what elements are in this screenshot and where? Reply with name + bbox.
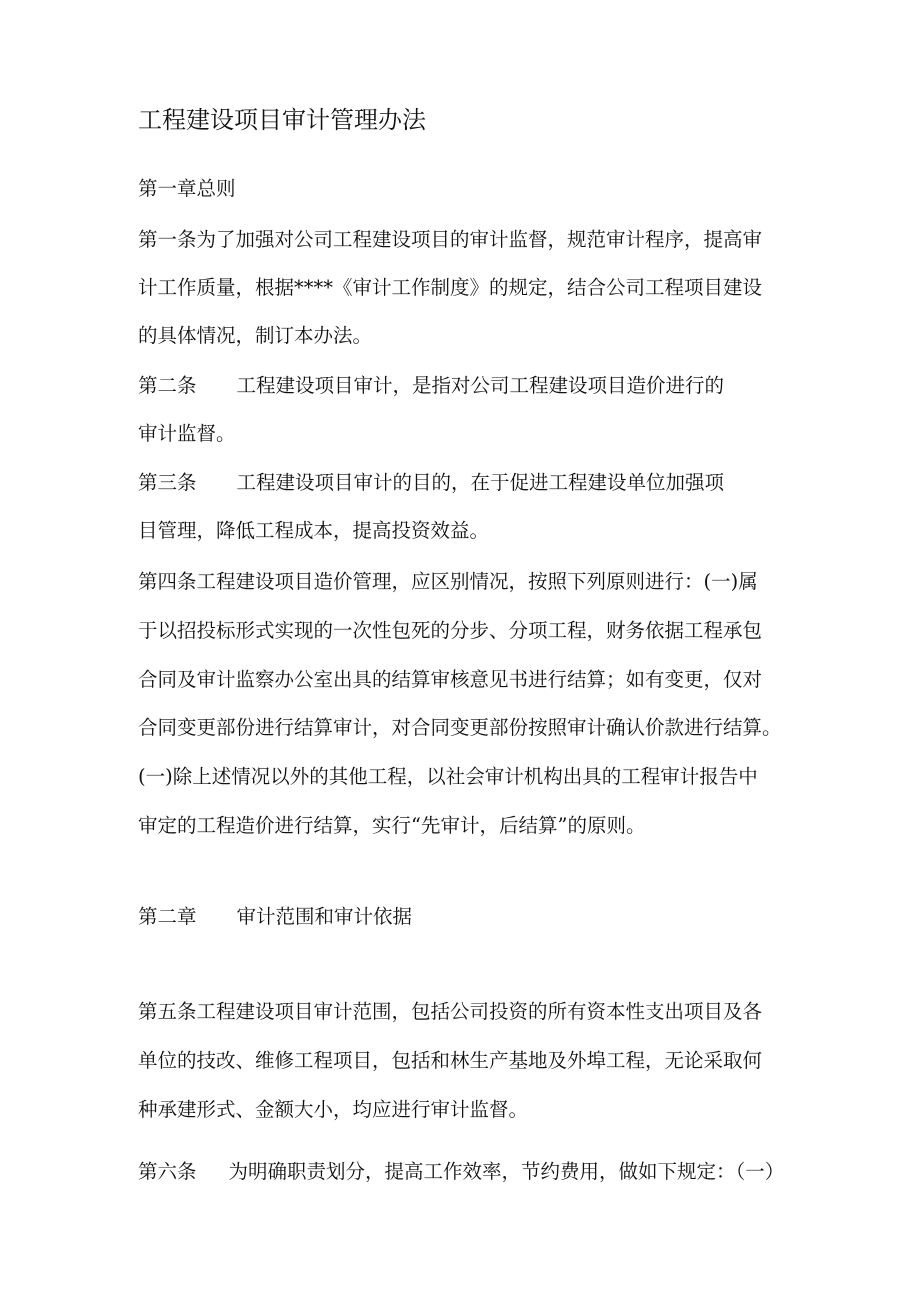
- article-2-label: 第二条: [138, 374, 197, 397]
- article-4-line: 第四条工程建设项目造价管理，应区别情况，按照下列原则进行：(一)属: [138, 570, 758, 593]
- chapter-1-heading: 第一章总则: [138, 177, 236, 200]
- article-4-line: (一)除上述情况以外的其他工程，以社会审计机构出具的工程审计报告中: [138, 765, 758, 788]
- article-1-line: 的具体情况，制订本办法。: [138, 324, 373, 347]
- article-5-line: 第五条工程建设项目审计范围，包括公司投资的所有资本性支出项目及各: [138, 1000, 763, 1023]
- article-4-line: 审定的工程造价进行结算，实行“先审计，后结算”的原则。: [138, 814, 646, 837]
- article-5-line: 单位的技改、维修工程项目，包括和林生产基地及外埠工程，无论采取何: [138, 1049, 763, 1072]
- document-title: 工程建设项目审计管理办法: [138, 106, 426, 134]
- article-4-line: 合同及审计监察办公室出具的结算审核意见书进行结算；如有变更，仅对: [138, 668, 763, 691]
- article-5-line: 种承建形式、金额大小，均应进行审计监督。: [138, 1098, 529, 1121]
- article-4-line: 于以招投标形式实现的一次性包死的分步、分项工程，财务依据工程承包: [138, 619, 763, 642]
- article-2-text: 工程建设项目审计，是指对公司工程建设项目造价进行的: [236, 374, 725, 397]
- chapter-2-title: 审计范围和审计依据: [236, 905, 413, 928]
- article-1-line: 第一条为了加强对公司工程建设项目的审计监督，规范审计程序，提高审: [138, 228, 763, 251]
- chapter-2-heading: [138, 903, 412, 931]
- article-3-text: 工程建设项目审计的目的，在于促进工程建设单位加强项: [236, 471, 725, 494]
- article-3-first-line: [138, 469, 724, 497]
- article-6-label: 第六条: [138, 1160, 197, 1183]
- article-1-line: 计工作质量，根据****《审计工作制度》的规定，结合公司工程项目建设: [138, 276, 763, 299]
- article-4-line: 合同变更部份进行结算审计，对合同变更部份按照审计确认价款进行结算。: [138, 716, 782, 739]
- article-6-text: 为明确职责划分，提高工作效率，节约费用，做如下规定：（一）: [228, 1160, 785, 1183]
- article-3-line: 目管理，降低工程成本，提高投资效益。: [138, 519, 490, 542]
- chapter-2-label: 第二章: [138, 905, 197, 928]
- article-3-label: 第三条: [138, 471, 197, 494]
- article-2-first-line: [138, 372, 724, 400]
- article-2-line: 审计监督。: [138, 422, 236, 445]
- article-6: [138, 1158, 784, 1186]
